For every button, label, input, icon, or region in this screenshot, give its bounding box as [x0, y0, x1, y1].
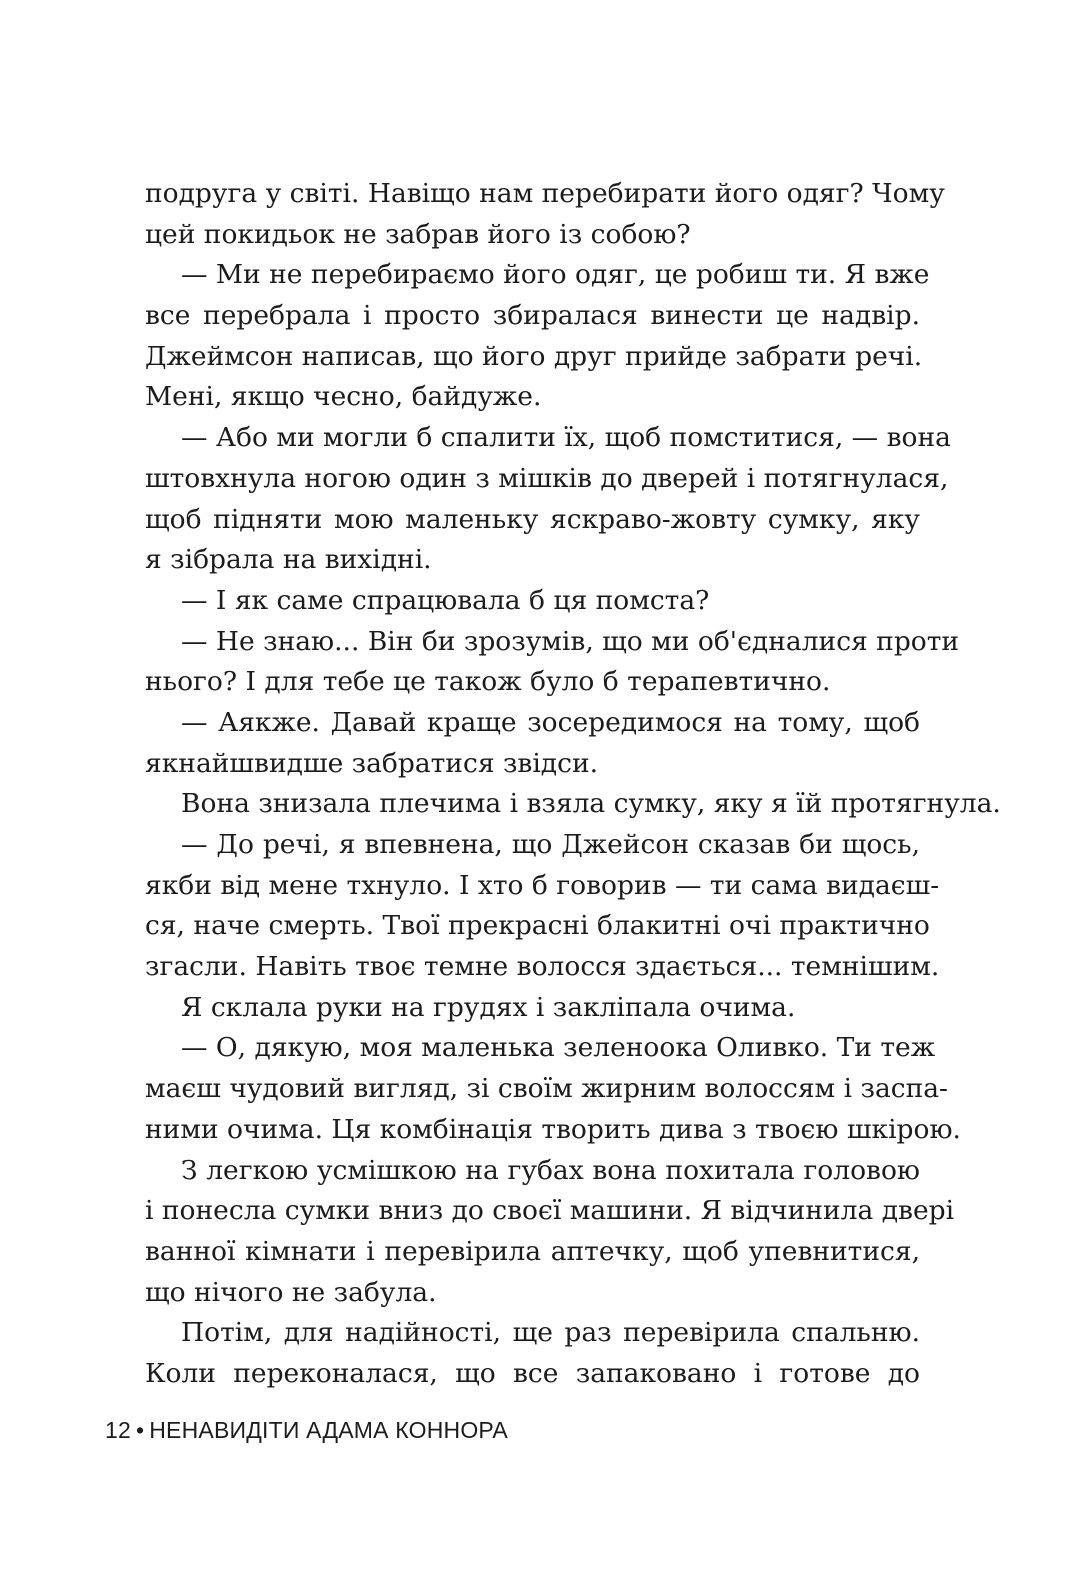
text-line: ними очима. Ця комбінація творить дива з твоєю шкірою. — [145, 1113, 961, 1145]
text-line: ванної кімнати і перевірила аптечку, щоб упевнитися, — [145, 1235, 920, 1267]
text-line: згасли. Навіть твоє темне волосся здається... темнішим. — [145, 951, 940, 983]
text-line: — До речі, я впевнена, що Джейсон сказав би щось, — [181, 829, 920, 860]
text-line: Потім, для надійності, ще раз перевірила спальню. — [181, 1317, 920, 1349]
text-line: ся, наче смерть. Твої прекрасні блакитні очі практично — [145, 910, 930, 942]
text-line: Коли переконалася, що все запаковано і готове до — [145, 1357, 920, 1389]
footer-separator: • — [135, 1417, 145, 1443]
text-line: — Аякже. Давай краще зосередимося на тому, щоб — [181, 706, 920, 738]
text-line: Вона знизала плечима і взяла сумку, яку я їй протягнула. — [181, 788, 1001, 820]
body-text — [145, 174, 1001, 1395]
text-line: Мені, якщо чесно, байдуже. — [145, 381, 542, 413]
text-line: Я склала руки на грудях і закліпала очима. — [181, 991, 796, 1023]
text-line: що нічого не забула. — [145, 1276, 437, 1308]
text-line: Джеймсон написав, що його друг прийде забрати речі. — [145, 340, 923, 372]
running-title: НЕНАВИДІТИ АДАМА КОННОРА — [149, 1417, 508, 1443]
text-line: цей покидьок не забрав його із собою? — [145, 218, 691, 250]
text-line: нього? І для тебе це також було б терапевтично. — [145, 666, 831, 698]
page-footer — [105, 1417, 508, 1444]
text-line: і понесла сумки вниз до своєї машини. Я відчинила двері — [145, 1195, 955, 1227]
text-line: все перебрала і просто збиралася винести це надвір. — [145, 300, 920, 332]
text-line: якнайшвидше забратися звідси. — [145, 747, 599, 779]
text-line: подруга у світі. Навіщо нам перебирати його одяг? Чому — [145, 178, 945, 209]
text-line: — Не знаю... Він би зрозумів, що ми об'єдналися проти — [181, 625, 960, 657]
text-line: я зібрала на вихідні. — [145, 544, 432, 576]
text-line: щоб підняти мою маленьку яскраво-жовту сумку, яку — [145, 503, 920, 535]
text-line: маєш чудовий вигляд, зі своїм жирним волоссям і заспа- — [145, 1073, 948, 1105]
text-line: — Ми не перебираємо його одяг, це робиш ти. Я вже — [181, 259, 930, 291]
text-line: — Або ми могли б спалити їх, щоб помститися, — вона — [181, 422, 951, 454]
page-number: 12 — [105, 1417, 131, 1443]
text-line: штовхнула ногою один з мішків до дверей і потягнулася, — [145, 462, 949, 494]
text-line: якби від мене тхнуло. І хто б говорив — ти сама видаєш- — [145, 869, 940, 901]
text-line: — О, дякую, моя маленька зеленоока Оливко. Ти теж — [181, 1032, 936, 1064]
text-line: — І як саме спрацювала б ця помста? — [181, 584, 710, 616]
text-line: З легкою усмішкою на губах вона похитала головою — [181, 1154, 920, 1186]
